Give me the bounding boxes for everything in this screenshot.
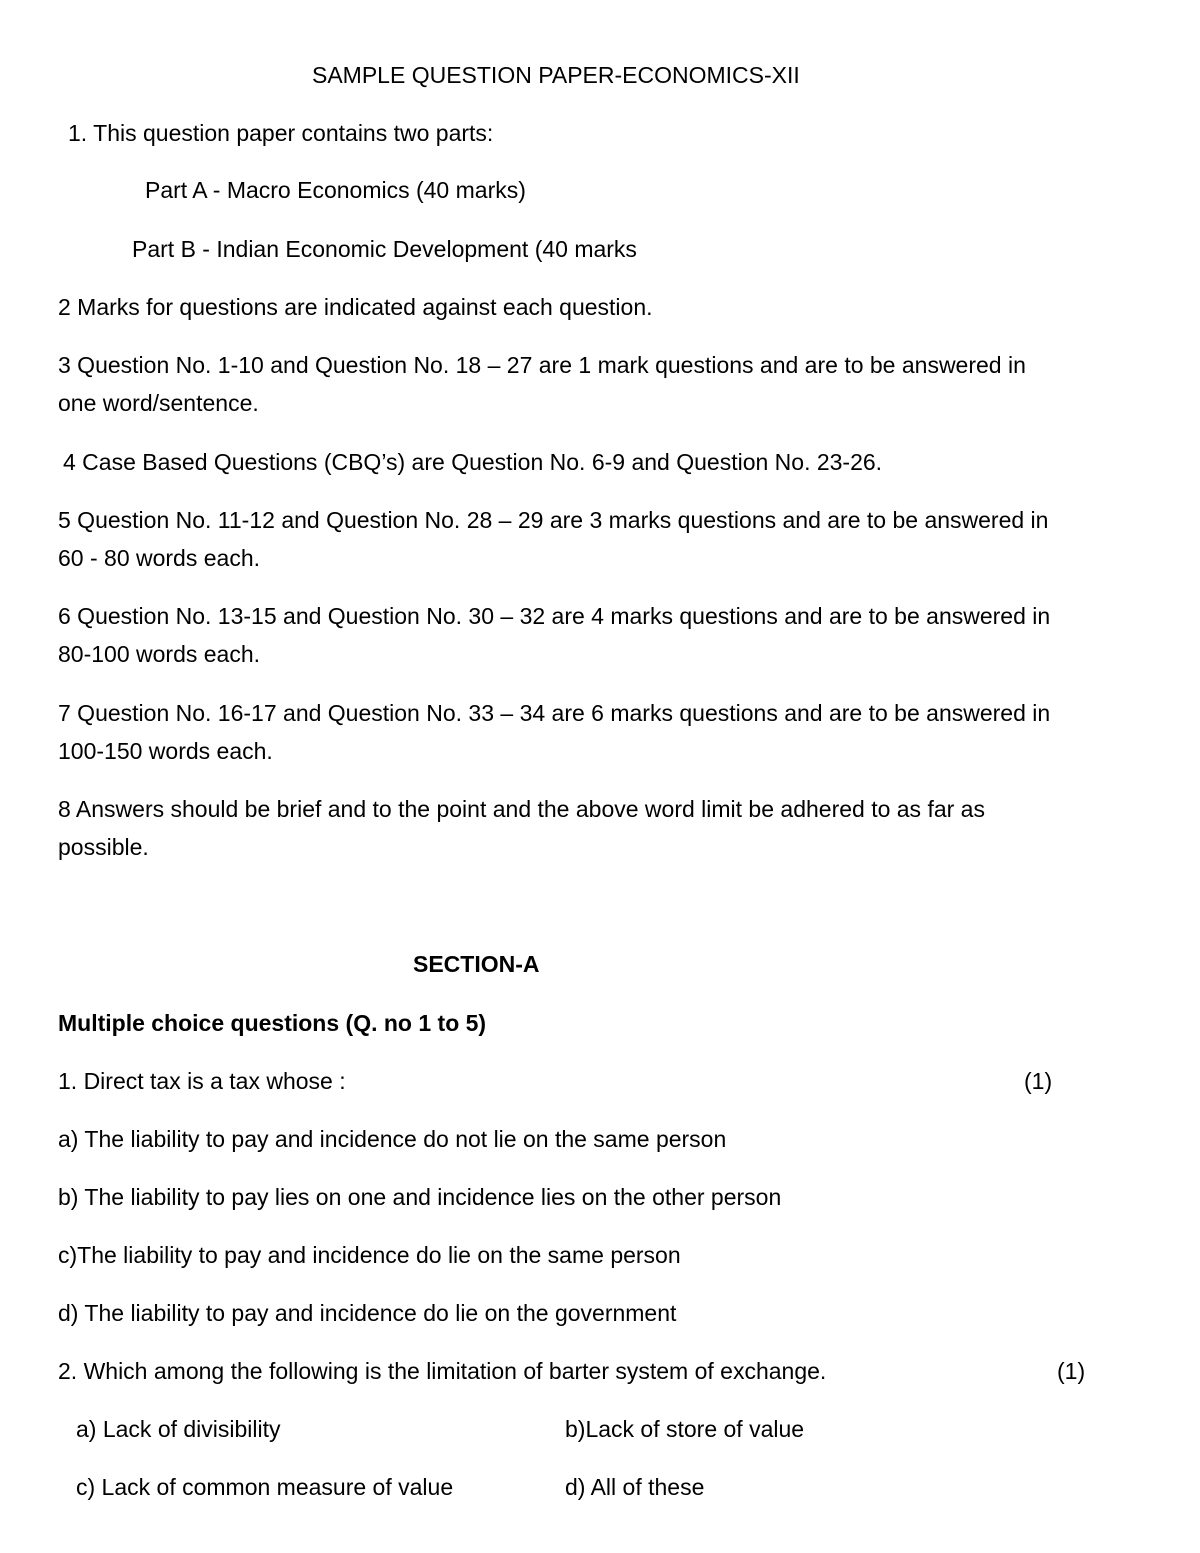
instruction-7-line-1: 7 Question No. 16-17 and Question No. 33 – 34 are 6 marks questions and are to be answered in bbox=[58, 700, 1051, 726]
question-1-option-b: b) The liability to pay lies on one and incidence lies on the other person bbox=[58, 1184, 782, 1210]
question-1-marks: (1) bbox=[1024, 1068, 1053, 1094]
instruction-5-line-2: 60 - 80 words each. bbox=[58, 545, 261, 571]
question-1-option-a: a) The liability to pay and incidence do not lie on the same person bbox=[58, 1126, 727, 1152]
question-2-option-c: c) Lack of common measure of value bbox=[76, 1474, 454, 1500]
mcq-heading: Multiple choice questions (Q. no 1 to 5) bbox=[58, 1010, 487, 1036]
question-2-text: 2. Which among the following is the limitation of barter system of exchange. bbox=[58, 1358, 827, 1384]
instruction-6-line-1: 6 Question No. 13-15 and Question No. 30 – 32 are 4 marks questions and are to be answered in bbox=[58, 603, 1051, 629]
question-2-option-a: a) Lack of divisibility bbox=[76, 1416, 281, 1442]
instruction-3-line-2: one word/sentence. bbox=[58, 390, 259, 416]
instruction-5-line-1: 5 Question No. 11-12 and Question No. 28 – 29 are 3 marks questions and are to be answered in bbox=[58, 507, 1049, 533]
part-b-line: Part B - Indian Economic Development (40 marks bbox=[132, 236, 637, 262]
section-heading: SECTION-A bbox=[413, 951, 540, 977]
question-1-option-d: d) The liability to pay and incidence do lie on the government bbox=[58, 1300, 677, 1326]
instruction-1: 1. This question paper contains two parts: bbox=[68, 120, 494, 146]
page-title: SAMPLE QUESTION PAPER-ECONOMICS-XII bbox=[312, 62, 800, 88]
instruction-2: 2 Marks for questions are indicated against each question. bbox=[58, 294, 653, 320]
question-2-marks: (1) bbox=[1057, 1358, 1086, 1384]
instruction-3-line-1: 3 Question No. 1-10 and Question No. 18 – 27 are 1 mark questions and are to be answered in bbox=[58, 352, 1026, 378]
question-1-option-c: c)The liability to pay and incidence do lie on the same person bbox=[58, 1242, 681, 1268]
question-2-option-d: d) All of these bbox=[565, 1474, 705, 1500]
instruction-8-line-2: possible. bbox=[58, 834, 149, 860]
instruction-4: 4 Case Based Questions (CBQ’s) are Question No. 6-9 and Question No. 23-26. bbox=[63, 449, 883, 475]
question-2-option-b: b)Lack of store of value bbox=[565, 1416, 805, 1442]
part-a-line: Part A - Macro Economics (40 marks) bbox=[145, 177, 526, 203]
instruction-8-line-1: 8 Answers should be brief and to the point and the above word limit be adhered to as far as bbox=[58, 796, 985, 822]
instruction-6-line-2: 80-100 words each. bbox=[58, 641, 261, 667]
question-1-text: 1. Direct tax is a tax whose : bbox=[58, 1068, 346, 1094]
instruction-7-line-2: 100-150 words each. bbox=[58, 738, 273, 764]
